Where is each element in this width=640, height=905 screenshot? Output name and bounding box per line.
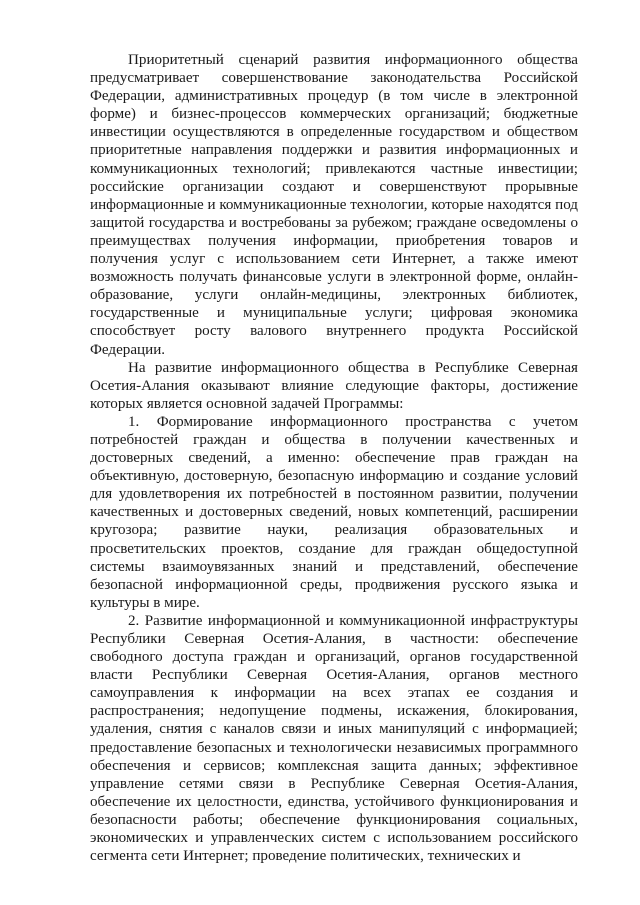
paragraph-item-1-information-space: 1. Формирование информационного пространства с учетом потребностей граждан и общества в получении качественных и достоверных сведений, а именно: обеспечение прав граждан на объективную, достоверную, безопасную информацию и создание условий для удовлетворения их потребностей в постоянном развитии, получении качественных и достоверных сведений, новых компетенций, расширении кругозора; развитие науки, реализация образовательных и просветительских проектов, создание для граждан общедоступной системы взаимоувязанных знаний и представлений, обеспечение безопасной информационной среды, продвижения русского языка и культуры в мире. (90, 413, 578, 611)
paragraph-item-2-infrastructure: 2. Развитие информационной и коммуникационной инфраструктуры Республики Северная Осетия-Алания, в частности: обеспечение свободного доступа граждан и организаций, органов государственной власти Республики Северная Осетия-Алания, органов местного самоуправления к информации на всех этапах ее создания и распространения; недопущение подмены, искажения, блокирования, удаления, снятия с каналов связи и иных манипуляций с информацией; предоставление безопасных и технологически независимых программного обеспечения и сервисов; комплексная защита данных; эффективное управление сетями связи в Республике Северная Осетия-Алания, обеспечение их целостности, единства, устойчивого функционирования и безопасности работы; обеспечение функционирования социальных, экономических и управленческих систем с использованием российского сегмента сети Интернет; проведение политических, технических и (90, 612, 578, 865)
paragraph-development-factors: На развитие информационного общества в Республике Северная Осетия-Алания оказывают влияние следующие факторы, достижение которых является основной задачей Программы: (90, 359, 578, 412)
document-body (90, 51, 578, 865)
paragraph-priority-scenario: Приоритетный сценарий развития информационного общества предусматривает совершенствование законодательства Российской Федерации, административных процедур (в том числе в электронной форме) и бизнес-процессов коммерческих организаций; бюджетные инвестиции осуществляются в определенные государством и обществом приоритетные направления поддержки и развития информационных и коммуникационных технологий; привлекаются частные инвестиции; российские организации создают и совершенствуют прорывные информационные и коммуникационные технологии, которые находятся под защитой государства и востребованы за рубежом; граждане осведомлены о преимуществах получения информации, приобретения товаров и получения услуг с использованием сети Интернет, а также имеют возможность получать финансовые услуги в электронной форме, онлайн-образование, услуги онлайн-медицины, электронных библиотек, государственные и муниципальные услуги; цифровая экономика способствует росту валового внутреннего продукта Российской Федерации. (90, 52, 578, 358)
